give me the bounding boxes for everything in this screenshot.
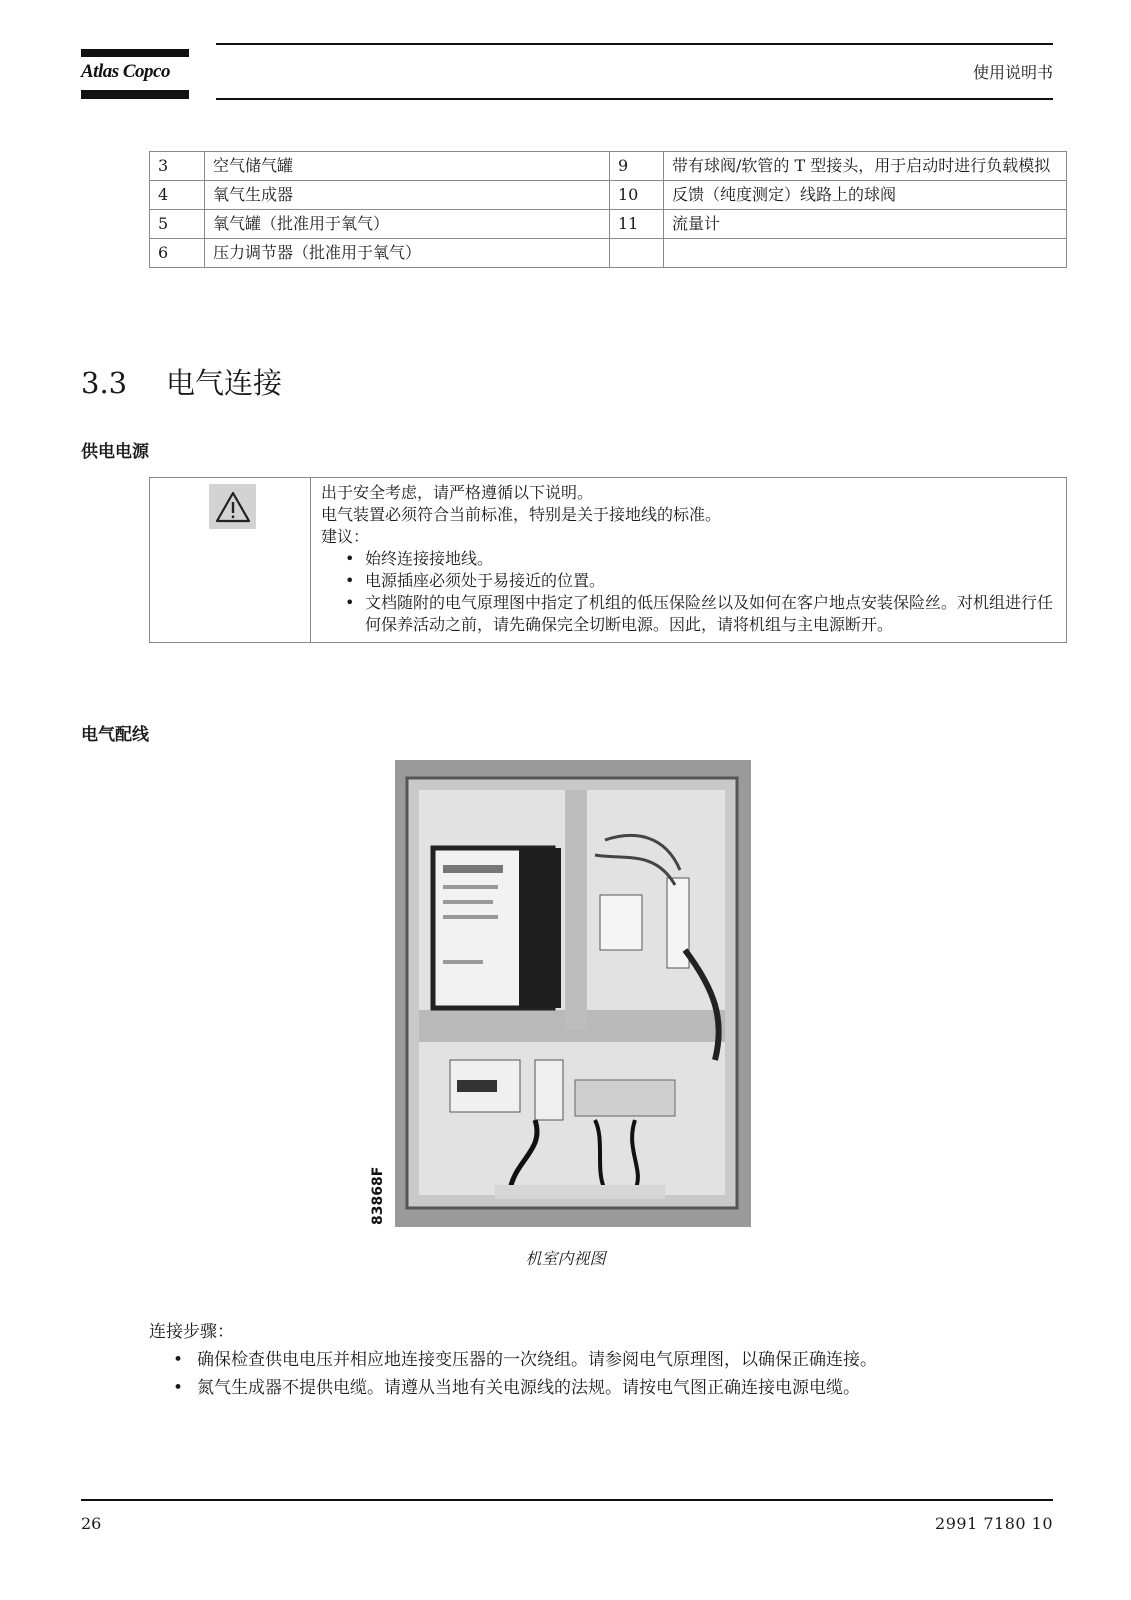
warning-line: 电气装置必须符合当前标准，特别是关于接地线的标准。	[321, 505, 722, 524]
list-item: • 确保检查供电电压并相应地连接变压器的一次绕组。请参阅电气原理图，以确保正确连接。	[197, 1346, 877, 1374]
page-number: 26	[81, 1514, 102, 1533]
item-number: 3	[150, 152, 205, 181]
item-number: 5	[150, 210, 205, 239]
footer-rule	[81, 1499, 1053, 1501]
warning-triangle-icon	[209, 484, 256, 529]
table-row	[150, 210, 1067, 239]
recommendation-list	[321, 548, 1060, 636]
list-item: • 氮气生成器不提供电缆。请遵从当地有关电源线的法规。请按电气图正确连接电源电缆。	[197, 1374, 877, 1402]
table-row	[150, 239, 1067, 268]
section-title: 电气连接	[166, 366, 283, 400]
warning-text	[311, 478, 1067, 643]
item-number: 6	[150, 239, 205, 268]
atlas-copco-logo: Atlas Copco	[81, 61, 170, 82]
header-rule-top	[216, 43, 1053, 45]
electrical-wiring-heading: 电气配线	[81, 725, 149, 745]
photo-caption: 机室内视图	[525, 1249, 606, 1268]
item-description: 氧气生成器	[205, 181, 610, 210]
connection-steps-list	[149, 1346, 877, 1402]
item-description: 压力调节器（批准用于氧气）	[205, 239, 610, 268]
item-number: 9	[610, 152, 664, 181]
item-number	[610, 239, 664, 268]
item-number: 4	[150, 181, 205, 210]
warning-box	[149, 477, 1067, 643]
item-description: 流量计	[664, 210, 1067, 239]
logo-top-bar	[81, 49, 189, 57]
item-description: 反馈（纯度测定）线路上的球阀	[664, 181, 1067, 210]
item-description: 带有球阀/软管的 T 型接头，用于启动时进行负载模拟	[664, 152, 1067, 181]
warning-line: 出于安全考虑，请严格遵循以下说明。	[321, 483, 594, 502]
list-item: • 电源插座必须处于易接近的位置。	[365, 570, 1060, 592]
list-item: • 文档随附的电气原理图中指定了机组的低压保险丝以及如何在客户地点安装保险丝。对机组进行任何保养活动之前，请先确保完全切断电源。因此，请将机组与主电源断开。	[365, 592, 1060, 636]
warning-line: 建议：	[321, 527, 370, 546]
logo-bottom-bar	[81, 90, 189, 99]
item-number: 10	[610, 181, 664, 210]
item-number: 11	[610, 210, 664, 239]
steps-label: 连接步骤：	[149, 1322, 234, 1342]
header-rule-bottom	[216, 98, 1053, 100]
document-type: 使用说明书	[972, 63, 1053, 82]
power-supply-heading: 供电电源	[81, 442, 149, 462]
section-heading	[81, 361, 282, 402]
cabinet-interior-photo	[395, 760, 751, 1227]
item-description: 氧气罐（批准用于氧气）	[205, 210, 610, 239]
item-description	[664, 239, 1067, 268]
parts-table	[149, 151, 1067, 268]
list-item: • 始终连接接地线。	[365, 548, 1060, 570]
photo-reference-id: 83868F	[370, 1166, 386, 1225]
section-number: 3.3	[81, 366, 128, 400]
table-row	[150, 152, 1067, 181]
table-row	[150, 181, 1067, 210]
document-number: 2991 7180 10	[935, 1514, 1053, 1533]
warning-icon-cell	[150, 478, 311, 643]
item-description: 空气储气罐	[205, 152, 610, 181]
